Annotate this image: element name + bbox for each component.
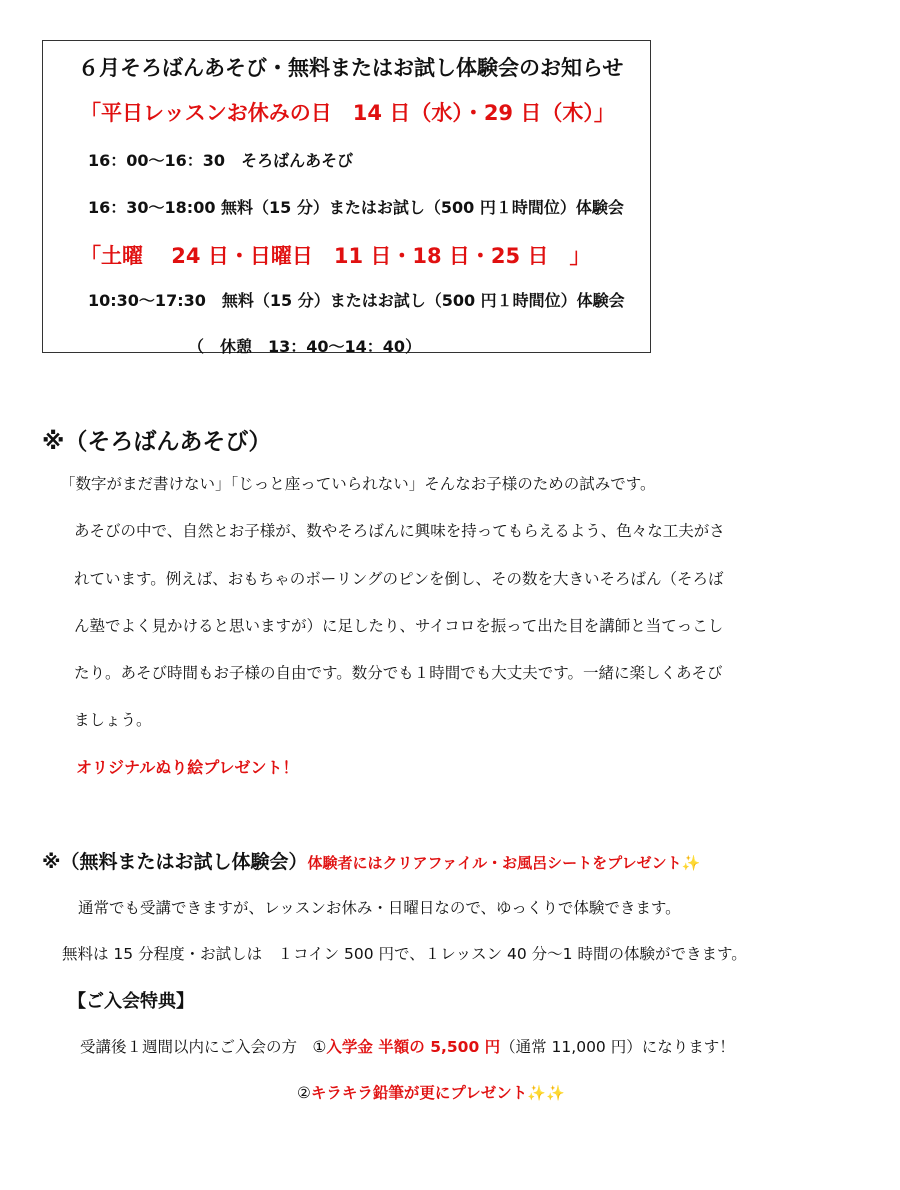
- weekend-line-1: 10:30〜17:30 無料（15 分）またはお試し（500 円１時間位）体験会: [88, 291, 625, 310]
- play-heading: ※（そろばんあそび）: [42, 429, 272, 455]
- weekday-line-1: 16：00〜16：30 そろばんあそび: [88, 151, 354, 170]
- weekend-heading: 「土曜 24 日・日曜日 11 日・18 日・25 日 」: [80, 244, 591, 268]
- play-line-1: 「数字がまだ書けない」「じっと座っていられない」そんなお子様のための試みです。: [60, 475, 656, 493]
- trial-heading: ※（無料またはお試し体験会）: [42, 851, 308, 873]
- trial-line-2: 無料は 15 分程度・お試しは １コイン 500 円で、１レッスン 40 分〜1 時間の体験ができます。: [62, 945, 747, 963]
- play-line-4: ん塾でよく見かけると思いますが）に足したり、サイコロを振って出た目を講師と当てっこし: [74, 617, 724, 635]
- trial-heading-present: 体験者にはクリアファイル・お風呂シートをプレゼント: [307, 854, 682, 872]
- weekday-line-2: 16：30〜18:00 無料（15 分）またはお試し（500 円１時間位）体験会: [88, 198, 624, 217]
- weekday-heading: 「平日レッスンお休みの日 14 日（水）・29 日（木）」: [80, 101, 615, 125]
- sparkles-icon: ✨: [527, 1084, 546, 1102]
- play-line-2: あそびの中で、自然とお子様が、数やそろばんに興味を持ってもらえるよう、色々な工夫がさ: [74, 522, 725, 540]
- benefit-line-2: [297, 1081, 565, 1103]
- trial-heading-row: [42, 847, 700, 874]
- play-line-6: ましょう。: [74, 711, 152, 729]
- notice-title: ６月そろばんあそび・無料またはお試し体験会のお知らせ: [78, 56, 624, 80]
- benefit2-number: ②: [297, 1084, 311, 1102]
- benefit-heading: 【ご入会特典】: [68, 991, 194, 1012]
- benefit2-pencil: キラキラ鉛筆が更にプレゼント: [310, 1084, 528, 1102]
- play-present: オリジナルぬり絵プレゼント！: [76, 758, 299, 777]
- play-line-3: れています。例えば、おもちゃのボーリングのピンを倒し、その数を大きいそろばん（そろば: [74, 570, 724, 588]
- break-line: （ 休憩 13：40〜14：40）: [188, 337, 422, 356]
- benefit-line-1: [80, 1035, 735, 1057]
- play-line-5: たり。あそび時間もお子様の自由です。数分でも１時間でも大丈夫です。一緒に楽しくあそび: [74, 664, 723, 682]
- benefit-suffix: （通常 11,000 円）になります！: [500, 1038, 735, 1056]
- benefit-prefix: 受講後１週間以内にご入会の方 ①: [80, 1038, 327, 1056]
- trial-line-1: 通常でも受講できますが、レッスンお休み・日曜日なので、ゆっくりで体験できます。: [78, 899, 681, 917]
- sparkles-icon: ✨: [681, 854, 701, 872]
- sparkles-icon: ✨: [545, 1084, 565, 1102]
- benefit-entry-fee: 入学金 半額の 5,500 円: [326, 1038, 501, 1056]
